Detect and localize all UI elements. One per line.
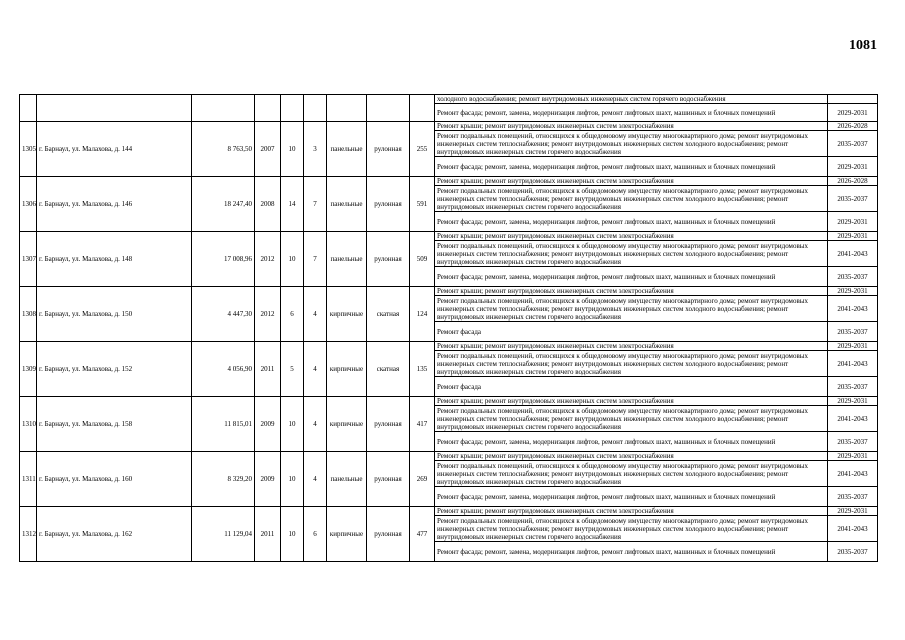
prev-cell-floors [281,95,304,122]
building-area: 4 056,90 [192,342,255,397]
table-row [20,177,878,186]
work-period: 2029-2031 [828,212,878,232]
work-description: Ремонт подвальных помещений, относящихся к общедомовому имуществу многоквартирного дома; ремонт внутридомовых инженерных систем теплоснабжения; ремонт внутридомовых инженерных систем холодного водоснабжения; ремонт внутридомовых инженерных систем горячего водоснабжения [435,406,828,432]
floors-count: 10 [281,122,304,177]
commissioning-year: 2012 [255,287,281,342]
commissioning-year: 2011 [255,507,281,562]
work-period: 2029-2031 [828,104,878,122]
work-description: Ремонт фасада [435,377,828,397]
roof-type: рулонная [367,122,410,177]
units-count: 255 [410,122,435,177]
work-period: 2035-2037 [828,131,878,157]
table-row [20,452,878,461]
wall-material: кирпичные [327,342,367,397]
building-address: г. Барнаул, ул. Малахова, д. 146 [37,177,192,232]
table-row [20,397,878,406]
work-period: 2029-2031 [828,342,878,351]
wall-material: кирпичные [327,397,367,452]
floors-count: 10 [281,232,304,287]
building-area: 18 247,40 [192,177,255,232]
entrances-count: 4 [304,287,327,342]
work-description: Ремонт крыши; ремонт внутридомовых инженерных систем электроснабжения [435,342,828,351]
work-period: 2029-2031 [828,232,878,241]
prev-cell-units [410,95,435,122]
work-period: 2026-2028 [828,122,878,131]
units-count: 417 [410,397,435,452]
work-period: 2035-2037 [828,186,878,212]
work-description: Ремонт подвальных помещений, относящихся к общедомовому имуществу многоквартирного дома; ремонт внутридомовых инженерных систем теплоснабжения; ремонт внутридомовых инженерных систем холодного водоснабжения; ремонт внутридомовых инженерных систем горячего водоснабжения [435,461,828,487]
work-period: 2041-2043 [828,461,878,487]
work-period: 2041-2043 [828,351,878,377]
work-description: Ремонт фасада; ремонт, замена, модернизация лифтов, ремонт лифтовых шахт, машинных и блочных помещений [435,212,828,232]
commissioning-year: 2009 [255,452,281,507]
work-period: 2035-2037 [828,542,878,562]
building-address: г. Барнаул, ул. Малахова, д. 152 [37,342,192,397]
floors-count: 10 [281,397,304,452]
work-description: Ремонт крыши; ремонт внутридомовых инженерных систем электроснабжения [435,452,828,461]
work-description: холодного водоснабжения; ремонт внутридомовых инженерных систем горячего водоснабжения [435,95,828,104]
work-period: 2041-2043 [828,241,878,267]
work-description: Ремонт крыши; ремонт внутридомовых инженерных систем электроснабжения [435,397,828,406]
roof-type: скатная [367,342,410,397]
building-area: 11 815,01 [192,397,255,452]
floors-count: 5 [281,342,304,397]
building-address: г. Барнаул, ул. Малахова, д. 160 [37,452,192,507]
building-number: 1306 [20,177,37,232]
commissioning-year: 2012 [255,232,281,287]
table-body [20,95,878,562]
prev-cell-wall [327,95,367,122]
work-description: Ремонт подвальных помещений, относящихся к общедомовому имуществу многоквартирного дома; ремонт внутридомовых инженерных систем теплоснабжения; ремонт внутридомовых инженерных систем холодного водоснабжения; ремонт внутридомовых инженерных систем горячего водоснабжения [435,131,828,157]
units-count: 591 [410,177,435,232]
commissioning-year: 2009 [255,397,281,452]
work-period: 2029-2031 [828,287,878,296]
roof-type: скатная [367,287,410,342]
table-row [20,122,878,131]
roof-type: рулонная [367,397,410,452]
building-number: 1309 [20,342,37,397]
floors-count: 10 [281,507,304,562]
work-period: 2029-2031 [828,157,878,177]
building-number: 1305 [20,122,37,177]
building-number: 1308 [20,287,37,342]
work-period: 2029-2031 [828,507,878,516]
work-period: 2035-2037 [828,487,878,507]
table-row [20,232,878,241]
entrances-count: 7 [304,177,327,232]
entrances-count: 3 [304,122,327,177]
wall-material: кирпичные [327,287,367,342]
work-period: 2035-2037 [828,267,878,287]
building-area: 8 329,20 [192,452,255,507]
work-description: Ремонт фасада; ремонт, замена, модернизация лифтов, ремонт лифтовых шахт, машинных и блочных помещений [435,542,828,562]
building-number: 1311 [20,452,37,507]
commissioning-year: 2008 [255,177,281,232]
table-row [20,287,878,296]
roof-type: рулонная [367,507,410,562]
building-number: 1312 [20,507,37,562]
work-period: 2041-2043 [828,516,878,542]
units-count: 269 [410,452,435,507]
wall-material: кирпичные [327,507,367,562]
commissioning-year: 2011 [255,342,281,397]
work-period: 2041-2043 [828,406,878,432]
work-period: 2035-2037 [828,377,878,397]
wall-material: панельные [327,232,367,287]
work-description: Ремонт крыши; ремонт внутридомовых инженерных систем электроснабжения [435,232,828,241]
prev-cell-area [192,95,255,122]
floors-count: 14 [281,177,304,232]
building-area: 8 763,50 [192,122,255,177]
work-description: Ремонт фасада; ремонт, замена, модернизация лифтов, ремонт лифтовых шахт, машинных и блочных помещений [435,487,828,507]
roof-type: рулонная [367,177,410,232]
prev-cell-year [255,95,281,122]
work-description: Ремонт крыши; ремонт внутридомовых инженерных систем электроснабжения [435,287,828,296]
floors-count: 6 [281,287,304,342]
building-address: г. Барнаул, ул. Малахова, д. 144 [37,122,192,177]
work-description: Ремонт фасада; ремонт, замена, модернизация лифтов, ремонт лифтовых шахт, машинных и блочных помещений [435,432,828,452]
building-area: 4 447,30 [192,287,255,342]
prev-cell-roof [367,95,410,122]
entrances-count: 4 [304,452,327,507]
work-description: Ремонт крыши; ремонт внутридомовых инженерных систем электроснабжения [435,507,828,516]
work-description: Ремонт фасада; ремонт, замена, модернизация лифтов, ремонт лифтовых шахт, машинных и блочных помещений [435,267,828,287]
entrances-count: 4 [304,342,327,397]
building-number: 1307 [20,232,37,287]
wall-material: панельные [327,122,367,177]
roof-type: рулонная [367,232,410,287]
work-period [828,95,878,104]
work-description: Ремонт фасада [435,322,828,342]
work-period: 2029-2031 [828,452,878,461]
prev-cell-entrances [304,95,327,122]
units-count: 509 [410,232,435,287]
work-period: 2029-2031 [828,397,878,406]
building-address: г. Барнаул, ул. Малахова, д. 148 [37,232,192,287]
repair-register-table [19,94,878,562]
wall-material: панельные [327,177,367,232]
prev-cell-address [37,95,192,122]
work-description: Ремонт крыши; ремонт внутридомовых инженерных систем электроснабжения [435,122,828,131]
entrances-count: 7 [304,232,327,287]
units-count: 477 [410,507,435,562]
prev-cell-num [20,95,37,122]
work-period: 2035-2037 [828,432,878,452]
work-description: Ремонт подвальных помещений, относящихся к общедомовому имуществу многоквартирного дома; ремонт внутридомовых инженерных систем теплоснабжения; ремонт внутридомовых инженерных систем холодного водоснабжения; ремонт внутридомовых инженерных систем горячего водоснабжения [435,296,828,322]
work-period: 2035-2037 [828,322,878,342]
work-description: Ремонт фасада; ремонт, замена, модернизация лифтов, ремонт лифтовых шахт, машинных и блочных помещений [435,157,828,177]
page-number: 1081 [849,38,877,53]
building-address: г. Барнаул, ул. Малахова, д. 162 [37,507,192,562]
building-area: 11 129,04 [192,507,255,562]
table-row [20,507,878,516]
work-description: Ремонт подвальных помещений, относящихся к общедомовому имуществу многоквартирного дома; ремонт внутридомовых инженерных систем теплоснабжения; ремонт внутридомовых инженерных систем холодного водоснабжения; ремонт внутридомовых инженерных систем горячего водоснабжения [435,516,828,542]
table-row [20,342,878,351]
floors-count: 10 [281,452,304,507]
work-period: 2041-2043 [828,296,878,322]
work-description: Ремонт фасада; ремонт, замена, модернизация лифтов, ремонт лифтовых шахт, машинных и блочных помещений [435,104,828,122]
work-description: Ремонт подвальных помещений, относящихся к общедомовому имуществу многоквартирного дома; ремонт внутридомовых инженерных систем теплоснабжения; ремонт внутридомовых инженерных систем холодного водоснабжения; ремонт внутридомовых инженерных систем горячего водоснабжения [435,241,828,267]
units-count: 124 [410,287,435,342]
building-address: г. Барнаул, ул. Малахова, д. 150 [37,287,192,342]
building-address: г. Барнаул, ул. Малахова, д. 158 [37,397,192,452]
units-count: 135 [410,342,435,397]
building-area: 17 008,96 [192,232,255,287]
work-description: Ремонт крыши; ремонт внутридомовых инженерных систем электроснабжения [435,177,828,186]
wall-material: панельные [327,452,367,507]
entrances-count: 6 [304,507,327,562]
commissioning-year: 2007 [255,122,281,177]
work-description: Ремонт подвальных помещений, относящихся к общедомовому имуществу многоквартирного дома; ремонт внутридомовых инженерных систем теплоснабжения; ремонт внутридомовых инженерных систем холодного водоснабжения; ремонт внутридомовых инженерных систем горячего водоснабжения [435,351,828,377]
entrances-count: 4 [304,397,327,452]
roof-type: рулонная [367,452,410,507]
prev-row-1 [20,95,878,104]
work-period: 2026-2028 [828,177,878,186]
work-description: Ремонт подвальных помещений, относящихся к общедомовому имуществу многоквартирного дома; ремонт внутридомовых инженерных систем теплоснабжения; ремонт внутридомовых инженерных систем холодного водоснабжения; ремонт внутридомовых инженерных систем горячего водоснабжения [435,186,828,212]
building-number: 1310 [20,397,37,452]
